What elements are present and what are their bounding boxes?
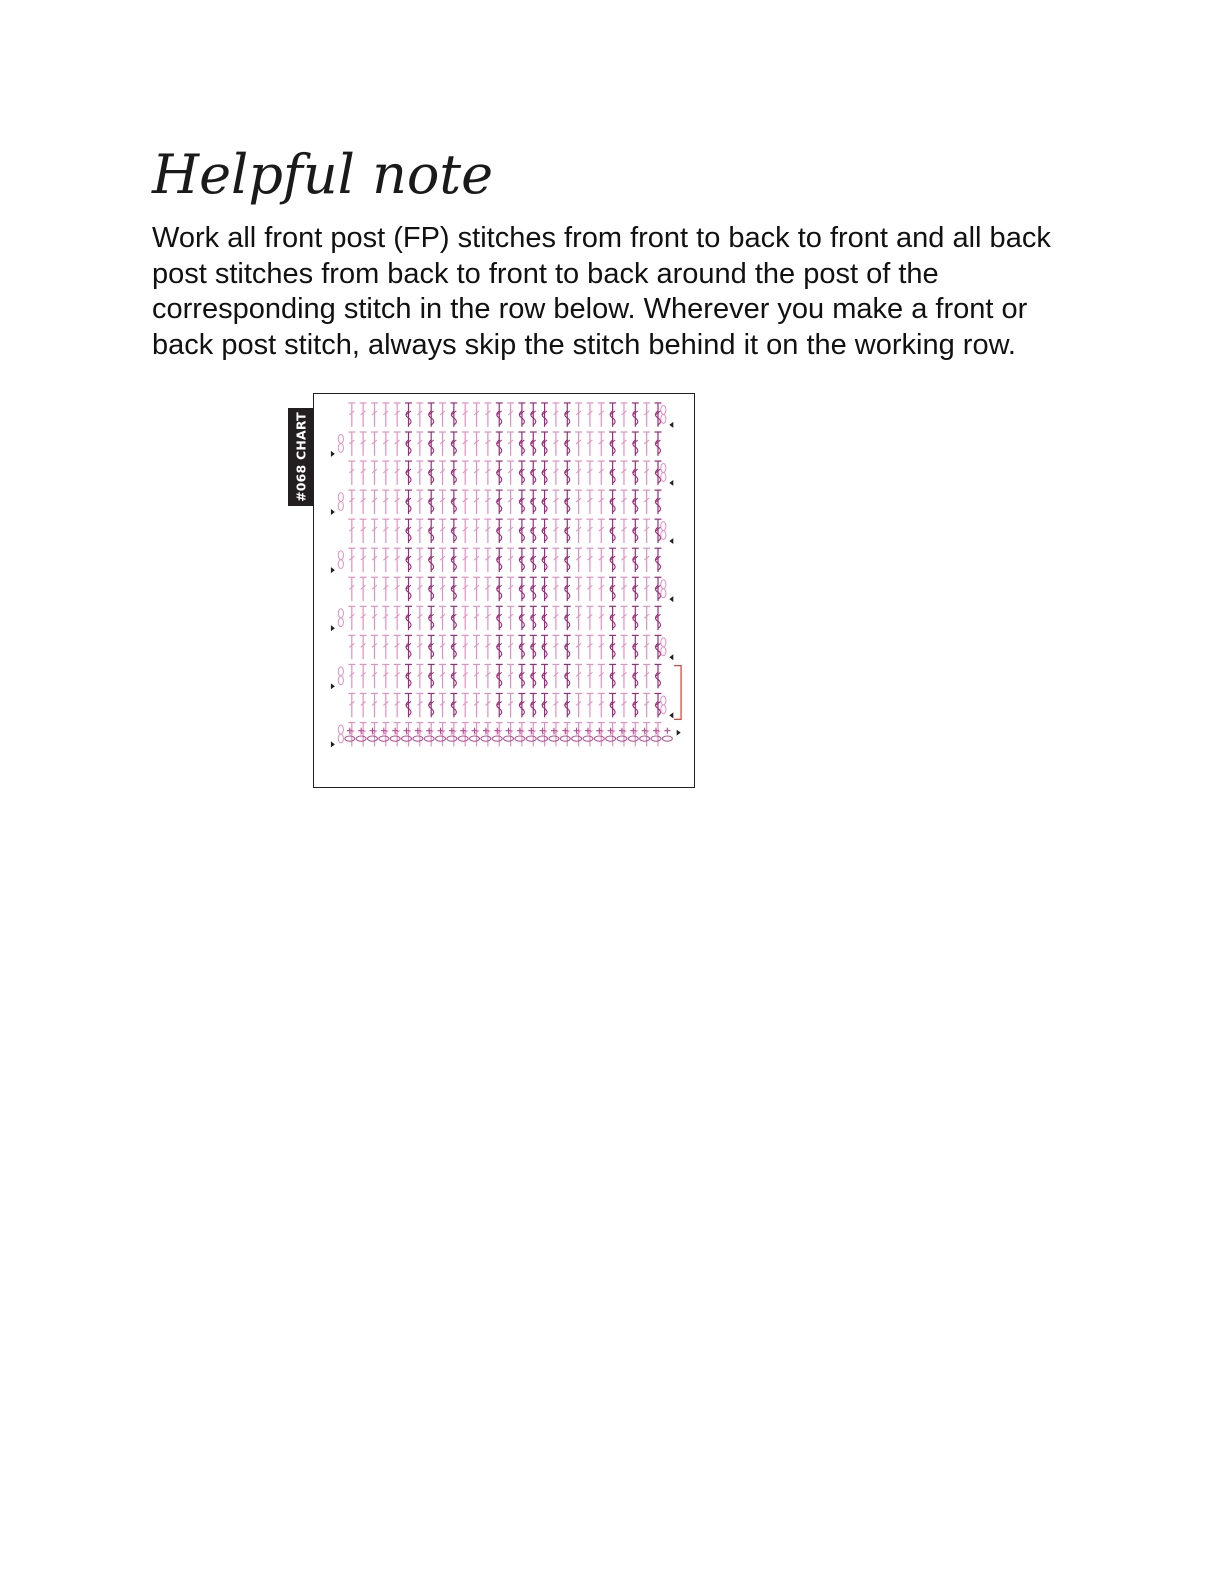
turning-chain [661,414,666,423]
row-arrow [669,596,673,602]
turning-chain [661,522,666,531]
turning-chain [661,580,666,589]
foundation-chain [470,736,480,741]
foundation-chain [356,736,366,741]
turning-chain [338,667,343,676]
foundation-chain [606,736,616,741]
crochet-chart [313,393,695,788]
foundation-chain [549,736,559,741]
turning-chain [661,638,666,647]
foundation-chain [583,736,593,741]
turning-chain [338,443,343,452]
row-arrow [331,509,335,515]
foundation-chain [481,736,491,741]
repeat-bracket [674,666,681,720]
foundation-chain [651,736,661,741]
turning-chain [338,676,343,685]
row-arrow [669,712,673,718]
turning-chain [661,464,666,473]
foundation-chain [447,736,457,741]
chart-tab [288,408,313,506]
foundation-chain [526,736,536,741]
foundation-chain [628,736,638,741]
row-arrow [331,741,335,747]
foundation-chain [640,736,650,741]
body-paragraph: Work all front post (FP) stitches from front to back to front and all back post stitches from back to front to back around the post of the corresponding stitch in the row below. Wherever you make a front or back post stitch, always skip the stitch behind it on the working row. [152,222,1051,361]
row-arrow [331,451,335,457]
turning-chain [338,502,343,511]
turning-chain [338,434,343,443]
row-arrow [669,538,673,544]
foundation-chain [560,736,570,741]
turning-chain [661,696,666,705]
crochet-chart-diagram [314,394,694,787]
foundation-chain [402,736,412,741]
foundation-chain [424,736,434,741]
turning-chain [338,725,343,734]
row-arrow [669,654,673,660]
turning-chain [338,734,343,743]
foundation-arrow [677,730,681,736]
turning-chain [338,551,343,560]
foundation-chain [368,736,378,741]
foundation-chain [413,736,423,741]
row-arrow [331,683,335,689]
turning-chain [661,405,666,414]
turning-chain [661,473,666,482]
foundation-chain [594,736,604,741]
chart-tab-label: #068 CHART [293,412,308,502]
foundation-chain [617,736,627,741]
foundation-chain [538,736,548,741]
foundation-chain [458,736,468,741]
turning-chain [338,560,343,569]
foundation-chain [504,736,514,741]
heading: Helpful note [152,143,494,206]
foundation-chain [572,736,582,741]
row-arrow [669,422,673,428]
turning-chain [661,531,666,540]
turning-chain [661,705,666,714]
row-arrow [669,480,673,486]
foundation-chain [345,736,355,741]
foundation-chain [379,736,389,741]
turning-chain [661,647,666,656]
foundation-chain [515,736,525,741]
row-arrow [331,625,335,631]
turning-chain [338,609,343,618]
foundation-chain [436,736,446,741]
foundation-chain [492,736,502,741]
turning-chain [661,589,666,598]
foundation-chain [662,736,672,741]
turning-chain [338,618,343,627]
row-arrow [331,567,335,573]
foundation-chain [390,736,400,741]
turning-chain [338,493,343,502]
